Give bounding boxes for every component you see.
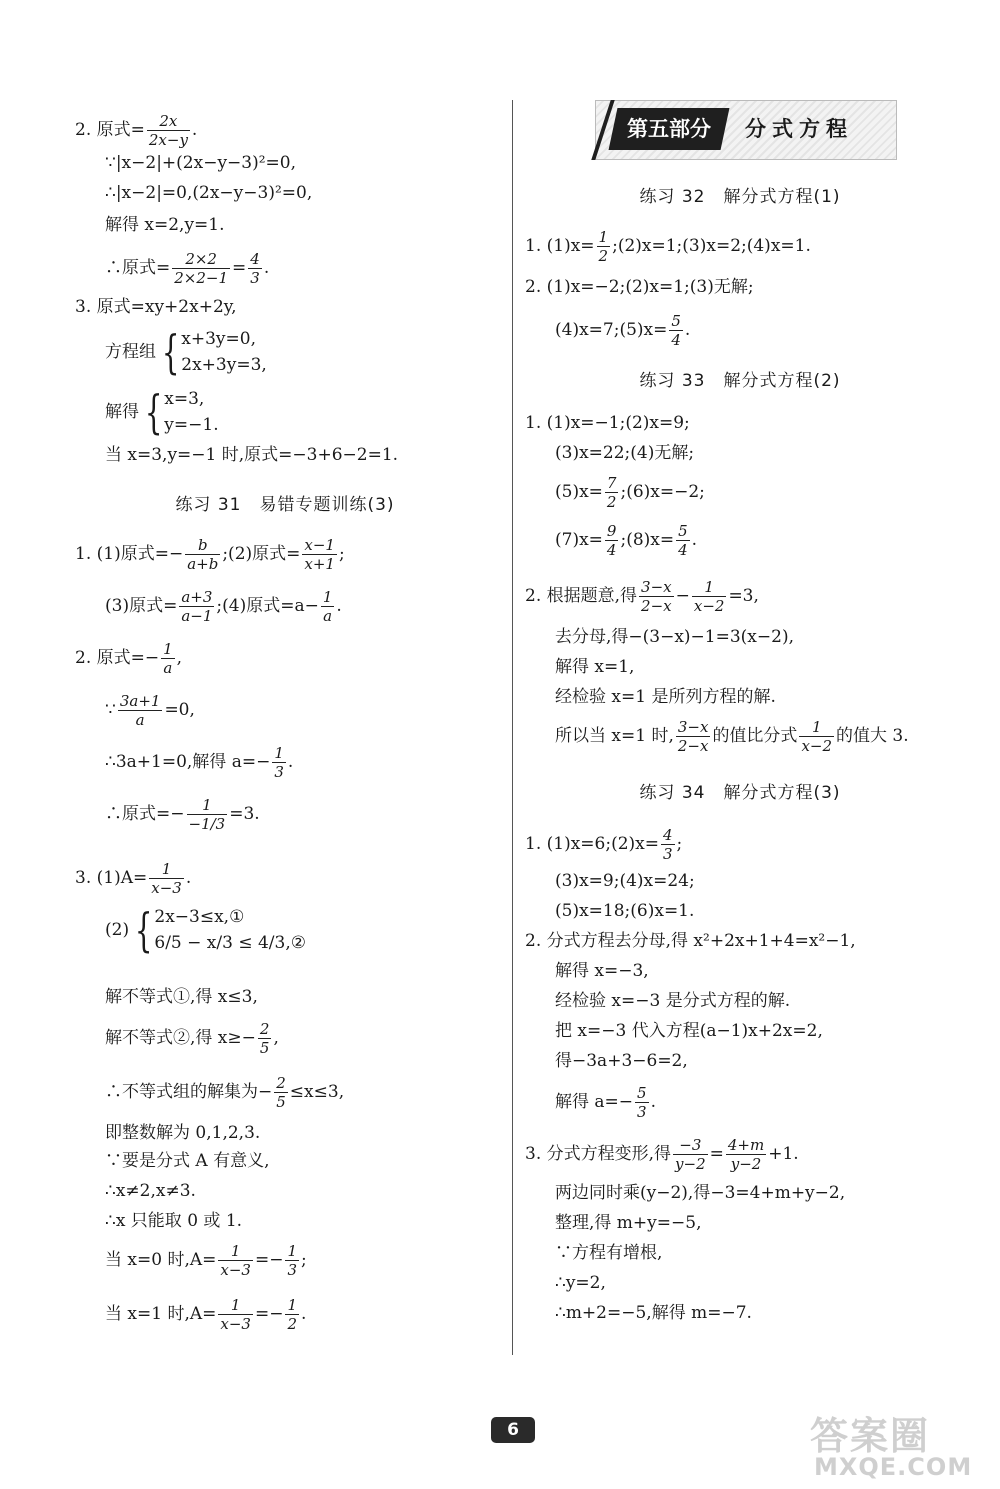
e31-3-line6: 即整数解为 0,1,2,3. [105, 1123, 261, 1143]
e33-2-line3: 解得 x=1, [555, 657, 635, 677]
e33-2-line4: 经检验 x=1 是所列方程的解. [555, 687, 776, 707]
e32-2-line1: 2. (1)x=−2;(2)x=1;(3)无解; [525, 277, 754, 297]
e32-1: 1. (1)x= $\frac{1}{2}$ ;(2)x=1;(3)x=2;(4)x=1. [525, 228, 811, 265]
e32-2-line2: (4)x=7;(5)x= $\frac{5}{4}$ . [555, 312, 691, 349]
e31-2-line2: ∵ $\frac{3a+1}{a}$ =0, [105, 692, 195, 729]
watermark-bottom: MXQE.COM [814, 1453, 973, 1481]
q3-last: 当 x=3,y=−1 时,原式=−3+6−2=1. [105, 445, 399, 465]
e31-3-line11: 当 x=1 时,A= $\frac{1}{x-3}$ =− $\frac{1}{2}$ . [105, 1296, 307, 1333]
e31-3-line3: 解不等式①,得 x≤3, [105, 987, 258, 1007]
q2-line2: ∵|x−2|+(2x−y−3)²=0, [105, 153, 297, 173]
watermark-logo [800, 1405, 995, 1485]
column-divider [512, 100, 513, 1355]
q2-line3: ∴|x−2|=0,(2x−y−3)²=0, [105, 183, 313, 203]
e31-2-line4: ∴原式=− $\frac{1}{-1/3}$ =3. [105, 796, 260, 833]
e31-3-line10: 当 x=0 时,A= $\frac{1}{x-3}$ =− $\frac{1}{3}$ ; [105, 1242, 307, 1279]
e31-3-system: (2) { 2x−3≤x,① 6/5 − x/3 ≤ 4/3,② [105, 903, 306, 957]
e34-2-line6: 解得 a=− $\frac{5}{3}$ . [555, 1084, 656, 1121]
e31-3-line7: ∵要是分式 A 有意义, [105, 1151, 270, 1171]
e31-3-line4: 解不等式②,得 x≥− $\frac{2}{5}$ , [105, 1020, 279, 1057]
q2-line4: 解得 x=2,y=1. [105, 215, 225, 235]
q3-solution: 解得 { x=3, y=−1. [105, 385, 219, 439]
ex32-heading: 练习 32 解分式方程(1) [639, 187, 841, 207]
e34-2-line5: 得−3a+3−6=2, [555, 1051, 688, 1071]
e34-1-line3: (5)x=18;(6)x=1. [555, 901, 695, 921]
e31-3-line1: 3. (1)A= $\frac{1}{x-3}$ . [75, 860, 192, 897]
e31-1-line1: 1. (1)原式=− $\frac{b}{a+b}$ ;(2)原式= $\frac{x-1}{x+1}$ ; [75, 536, 345, 573]
banner-part-label: 第五部分 [609, 108, 730, 150]
e31-2-line1: 2. 原式=− $\frac{1}{a}$ , [75, 640, 183, 677]
q3-line1: 3. 原式=xy+2x+2y, [75, 297, 237, 317]
e34-2-line3: 经检验 x=−3 是分式方程的解. [555, 991, 791, 1011]
ex34-heading: 练习 34 解分式方程(3) [639, 783, 841, 803]
e34-3-line4: ∵方程有增根, [555, 1243, 663, 1263]
e31-1-line2: (3)原式= $\frac{a+3}{a-1}$ ;(4)原式=a− $\frac{1}{a}$ . [105, 588, 342, 625]
section-banner [595, 100, 895, 158]
q2-line5: ∴原式= $\frac{2\times 2}{2\times 2-1}$ = $\frac{4}{3}$ . [105, 250, 270, 287]
e31-3-line5: ∴不等式组的解集为− $\frac{2}{5}$ ≤x≤3, [105, 1074, 345, 1111]
e34-3-line2: 两边同时乘(y−2),得−3=4+m+y−2, [555, 1183, 846, 1203]
banner-title: 分式方程 [745, 117, 853, 141]
e34-3-line1: 3. 分式方程变形,得 $\frac{-3}{y-2}$ = $\frac{4+m}{y-2}$ +1. [525, 1136, 799, 1173]
e33-1-line2: (3)x=22;(4)无解; [555, 443, 695, 463]
e31-2-line3: ∴3a+1=0,解得 a=− $\frac{1}{3}$ . [105, 744, 294, 781]
q2-line1: 2. 原式= $\frac{2x}{2x-y}$ . [75, 112, 198, 149]
e33-2-line2: 去分母,得−(3−x)−1=3(x−2), [555, 627, 794, 647]
e34-3-line5: ∴y=2, [555, 1273, 606, 1293]
e34-3-line3: 整理,得 m+y=−5, [555, 1213, 702, 1233]
e34-2-line2: 解得 x=−3, [555, 961, 649, 981]
e33-1-line1: 1. (1)x=−1;(2)x=9; [525, 413, 690, 433]
e34-1-line2: (3)x=9;(4)x=24; [555, 871, 695, 891]
e33-2-line5: 所以当 x=1 时, $\frac{3-x}{2-x}$ 的值比分式 $\frac{1}{x-2}$ 的值大 3. [555, 718, 909, 755]
ex33-heading: 练习 33 解分式方程(2) [639, 371, 841, 391]
e33-1-line4: (7)x= $\frac{9}{4}$ ;(8)x= $\frac{5}{4}$ . [555, 522, 698, 559]
e33-1-line3: (5)x= $\frac{7}{2}$ ;(6)x=−2; [555, 474, 705, 511]
e33-2-line1: 2. 根据题意,得 $\frac{3-x}{2-x}$ − $\frac{1}{x-2}$ =3, [525, 578, 759, 615]
e34-1-line1: 1. (1)x=6;(2)x= $\frac{4}{3}$ ; [525, 826, 683, 863]
e31-3-line8: ∴x≠2,x≠3. [105, 1181, 196, 1201]
e31-3-line9: ∴x 只能取 0 或 1. [105, 1211, 243, 1231]
ex31-heading: 练习 31 易错专题训练(3) [175, 495, 395, 515]
e34-3-line6: ∴m+2=−5,解得 m=−7. [555, 1303, 752, 1323]
page-number: 6 [491, 1417, 535, 1443]
q3-system: 方程组 { x+3y=0, 2x+3y=3, [105, 325, 267, 379]
e34-2-line4: 把 x=−3 代入方程(a−1)x+2x=2, [555, 1021, 823, 1041]
watermark-top: 答案圈 [810, 1414, 931, 1458]
e34-2-line1: 2. 分式方程去分母,得 x²+2x+1+4=x²−1, [525, 931, 856, 951]
